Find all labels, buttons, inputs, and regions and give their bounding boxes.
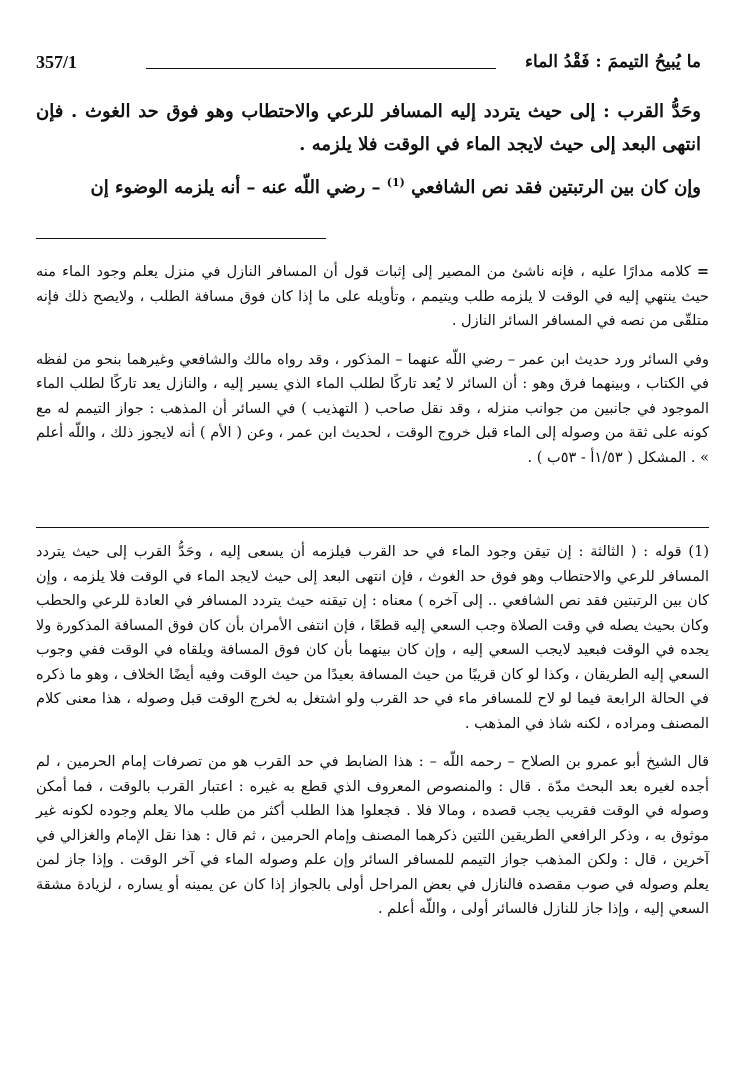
footnote-paragraph-1: (1) قوله : ( الثالثة : إن تيقن وجود الماء في حد القرب فيلزمه أن يسعى إليه ، وحَدُّ القرب إلى حيث يتردد المسافر للرعي والاحتطاب وهو فوق حد الغوث ، فإن انتهى البعد إلى حيث لايجد الماء في الوقت فلا يلزمه ، وإن كان بين الرتبتين فقد نص الشافعي .. إلى آخره ) معناه : إن تيقنه حيث يتردد المسافر في العادة للرعي والحطب وكان بحيث يصله في وقت الصلاة وجب السعي إليه قطعًا ، فإن انتفى الأمران بأن كان فوق المسافة المذكورة ولا يجده في الوقت فبعيد لايجب السعي إليه ، وإن كان بينهما بأن كان فوق المسافة ويلقاه في الوقت ففي وجوب السعي إليه الطريقان ، وكذا لو كان قريبًا من حيث المسافة بعيدًا من حيث الوقت وفيه أيضًا الخلاف ، وهو ما ذكره في الحالة الرابعة فيما لو لاح للمسافر ماء في حد القرب ولو اشتغل به لخرج الوقت قبل وصوله ، هذا معنى كلام المصنف ومراده ، لكنه شاذ في المذهب .	[36, 544, 709, 732]
main-paragraph-1: وحَدُّ القرب : إلى حيث يتردد إليه المسافر للرعي والاحتطاب وهو فوق حد الغوث . فإن انتهى البعد إلى حيث لايجد الماء في الوقت فلا يلزمه .	[36, 101, 701, 155]
main-paragraph-2-start: وإن كان بين الرتبتين فقد نص الشافعي	[411, 177, 701, 198]
commentary-paragraph-1	[36, 260, 709, 334]
page-header	[36, 52, 701, 82]
commentary-section	[36, 260, 709, 484]
main-paragraph-2	[36, 171, 701, 204]
main-paragraph-2-end: – رضي اللّه عنه – أنه يلزمه الوضوء إن	[90, 177, 381, 198]
main-text	[36, 95, 701, 214]
footnotes-section	[36, 540, 709, 936]
continuation-marker: =	[696, 264, 709, 280]
commentary-paragraph-1-text: كلامه مدارًا عليه ، فإنه ناشئ من المصير إلى إثبات قول أن المسافر النازل في منزل يعلم وجود الماء منه حيث ينتهي إليه في الوقت لا يلزمه طلب ويتيمم ، وتأويله على ما إذا كان فوق مسافة الطلب ، ولايصح ذلك فإنه متلقّى من نصه في المسافر السائر النازل .	[36, 264, 709, 329]
commentary-paragraph-2: وفي السائر ورد حديث ابن عمر – رضي اللّه عنهما – المذكور ، وقد رواه مالك والشافعي وغيرهما بنحو من لفظه في الكتاب ، وبينهما فرق وهو : أن السائر لا يُعد تاركًا لطلب الماء الذي يسير إليه ، والنازل يعد تاركًا لطلب الماء الموجود في جانبين من جوانب منزله ، وقد نقل صاحب ( التهذيب ) في السائر أن المذهب : جواز التيمم له مع كونه على ثقة من وصوله إلى الماء قبل خروج الوقت ، لحديث ابن عمر ، وعن ( الأم ) أنه لايجوز ذلك ، واللّه أعلم » . المشكل ( ١/٥٣أ - ٥٣ب ) .	[36, 351, 709, 466]
running-title: ما يُبيحُ التيممَ : فَقْدُ الماء	[525, 52, 701, 72]
footnote-reference: (1)	[386, 176, 405, 189]
commentary-separator	[36, 238, 326, 239]
footnote-paragraph-2: قال الشيخ أبو عمرو بن الصلاح – رحمه اللّه – : هذا الضابط في حد القرب هو من تصرفات إمام الحرمين ، لم أجده لغيره بعد البحث مدّة . قال : والمنصوص المعروف الذي قطع به غيره : اعتبار القرب بالوقت ، فما أمكن وصوله في الوقت فقريب يجب قصده ، ومالا فلا . فجعلوا هذا الطلب أكثر من طلب مالا يعلم وجوده لكونه غير موثوق به ، وذكر الرافعي الطريقين اللتين ذكرهما المصنف وإمام الحرمين ، ثم قال : هذا نقل الإمام والغزالي في آخرين ، قال : ولكن المذهب جواز التيمم للمسافر السائر وإن علم وصوله الماء في آخر الوقت . وإذا جاز لمن يعلم وصوله في صوب مقصده فالنازل في بعض المراحل أولى بالجواز إذا كان عن يمينه أو يساره ، لزيادة مشقة السعي إليه ، وإذا جاز للنازل فالسائر أولى ، واللّه أعلم .	[36, 754, 709, 917]
footnote-separator	[36, 527, 709, 528]
header-rule	[146, 68, 496, 69]
page-number: 357/1	[36, 52, 78, 72]
